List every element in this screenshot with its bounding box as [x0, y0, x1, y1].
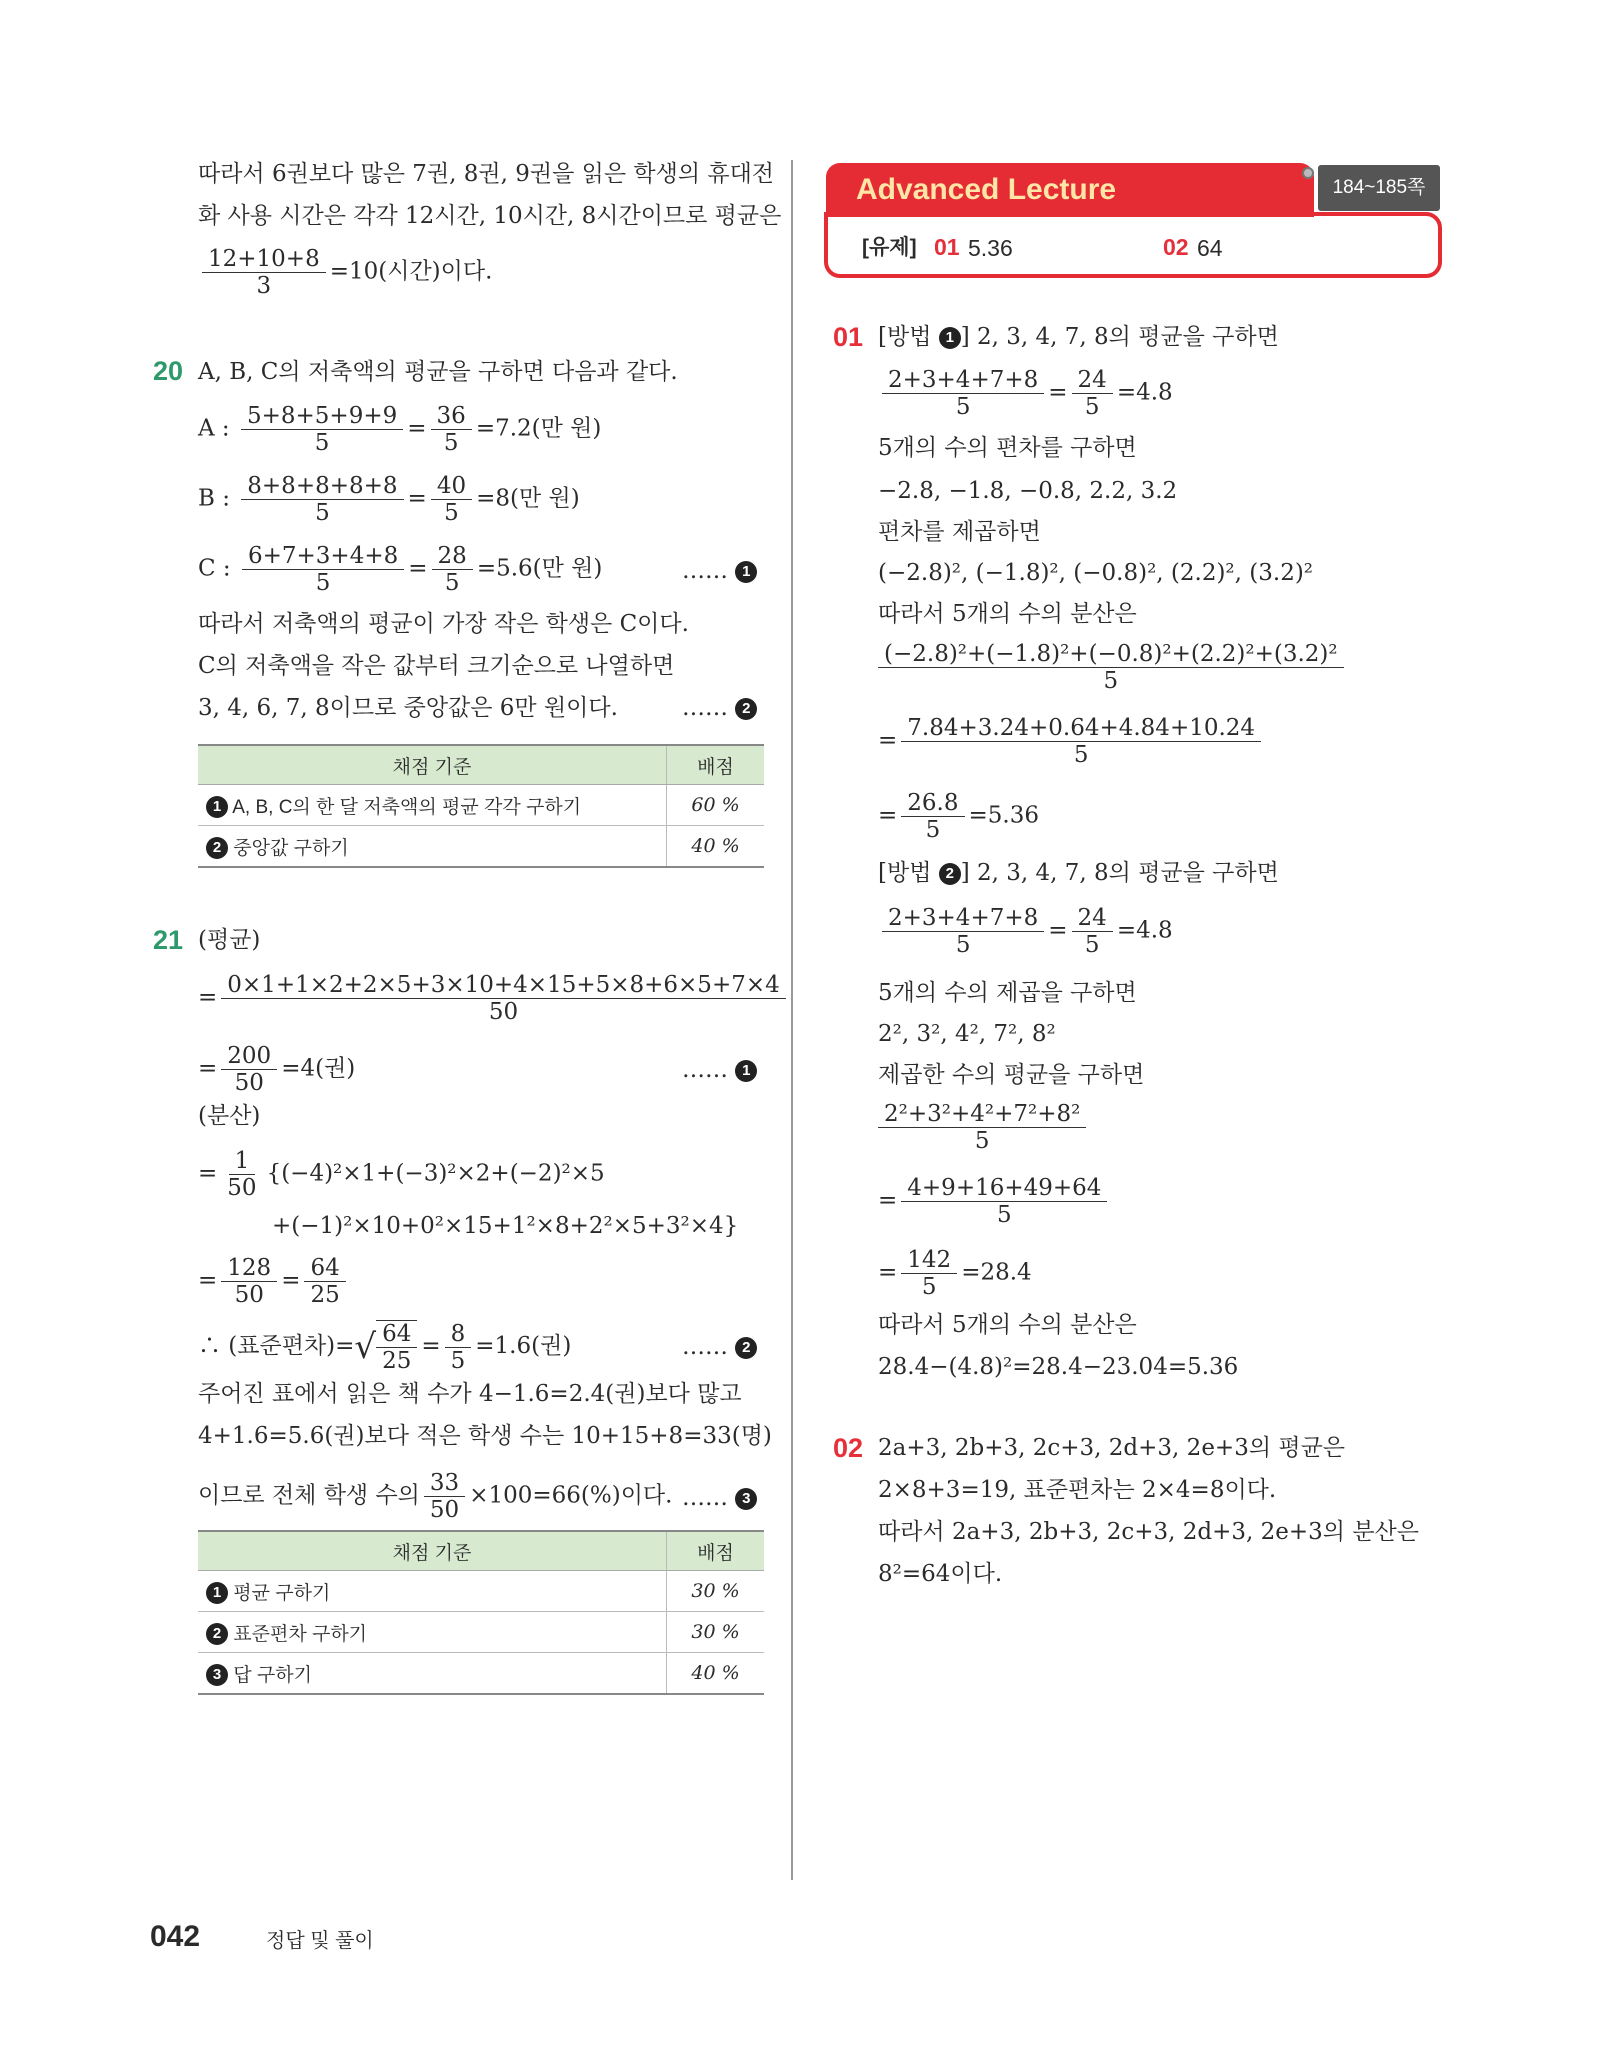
- page-number: 042: [150, 1920, 201, 1953]
- step-marker-2: …… 2: [682, 1331, 757, 1363]
- table-header-points: 배점: [667, 1531, 765, 1571]
- p21-var-formula-2: +(−1)²×10+0²×15+1²×8+2²×5+3²×4}: [272, 1213, 739, 1239]
- scoring-table-21: [198, 1530, 764, 1695]
- p20-c-line: C : $\frac{6+7+3+4+8}{5}$ = $\frac{28}{5}$ =5.6(만 원): [198, 543, 603, 596]
- p21-mean-formula: = $\frac{0\times 1+1\times 2+2\times 5+3\times 10+4\times 15+5\times 8+6\times 5+7\times 4}{50}$: [198, 972, 790, 1025]
- table-header-criteria: 채점 기준: [198, 1531, 667, 1571]
- q02-line-1: 2a+3, 2b+3, 2c+3, 2d+3, 2e+3의 평균은: [878, 1435, 1346, 1461]
- question-number-02: 02: [833, 1433, 864, 1463]
- p20-conclusion-2: C의 저축액을 작은 값부터 크기순으로 나열하면: [198, 653, 675, 679]
- variance-formula-2: = $\frac{7.84+3.24+0.64+4.84+10.24}{5}$: [878, 715, 1265, 768]
- p21-mean-label: (평균): [198, 927, 261, 953]
- p21-text-3: 이므로 전체 학생 수의 $\frac{33}{50}$ ×100=66(%)이다.: [198, 1470, 673, 1523]
- final-result: 28.4−(4.8)²=28.4−23.04=5.36: [878, 1354, 1239, 1380]
- square-mean-formula-2: = $\frac{4+9+16+49+64}{5}$: [878, 1175, 1111, 1228]
- p20-conclusion-1: 따라서 저축액의 평균이 가장 작은 학생은 C이다.: [198, 611, 689, 637]
- problem-number-20: 20: [153, 356, 184, 386]
- table-row: 1 평균 구하기 30 %: [198, 1571, 764, 1612]
- p20-b-line: B : $\frac{8+8+8+8+8}{5}$ = $\frac{40}{5}$ =8(만 원): [198, 473, 580, 526]
- advanced-lecture-title: Advanced Lecture: [826, 163, 1314, 217]
- step-marker-1: …… 1: [682, 555, 757, 587]
- p21-var-formula-1: = $\frac{1}{50}$ {(−4)²×1+(−3)²×2+(−2)²×5: [198, 1148, 605, 1201]
- p20-a-line: A : $\frac{5+8+5+9+9}{5}$ = $\frac{36}{5}$ =7.2(만 원): [198, 403, 602, 456]
- square-mean-formula-3: = $\frac{142}{5}$ =28.4: [878, 1247, 1032, 1300]
- p21-text-1: 주어진 표에서 읽은 책 수가 4−1.6=2.4(권)보다 많고: [198, 1381, 742, 1407]
- p20-conclusion-3: 3, 4, 6, 7, 8이므로 중앙값은 6만 원이다.: [198, 695, 618, 721]
- scoring-table-20: [198, 744, 764, 868]
- squares: 2², 3², 4², 7², 8²: [878, 1021, 1056, 1047]
- p21-sd-formula: ∴ (표준편차)=√ $\frac{64}{25}$ = $\frac{8}{5}$ =1.6(권): [198, 1320, 572, 1374]
- answer-a2: 64: [1197, 235, 1223, 261]
- p21-var-label: (분산): [198, 1103, 261, 1129]
- deviation-title: 5개의 수의 편차를 구하면: [878, 435, 1137, 461]
- connector-dot-icon: [1302, 167, 1314, 179]
- square-mean-title: 제곱한 수의 평균을 구하면: [878, 1062, 1145, 1088]
- square-mean-formula-1: $\frac{\text{2²+3²+4²+7²+8²}}{5}$: [878, 1101, 1090, 1154]
- variance-title: 따라서 5개의 수의 분산은: [878, 601, 1137, 627]
- table-header-criteria: 채점 기준: [198, 745, 667, 785]
- column-divider: [791, 160, 793, 1880]
- problem-number-21: 21: [153, 925, 184, 955]
- answer-q1: 01: [934, 234, 960, 260]
- square-title: 편차를 제곱하면: [878, 519, 1041, 545]
- final-title: 따라서 5개의 수의 분산은: [878, 1312, 1137, 1338]
- variance-formula-3: = $\frac{26.8}{5}$ =5.36: [878, 790, 1039, 843]
- answer-tag: [유제]: [862, 236, 917, 259]
- answer-q2: 02: [1163, 234, 1189, 260]
- deviations: −2.8, −1.8, −0.8, 2.2, 3.2: [878, 478, 1178, 504]
- q02-line-3: 따라서 2a+3, 2b+3, 2c+3, 2d+3, 2e+3의 분산은: [878, 1519, 1419, 1545]
- method-2-mean: $\frac{2+3+4+7+8}{5}$ = $\frac{24}{5}$ =4.8: [878, 905, 1173, 958]
- p21-text-2: 4+1.6=5.6(권)보다 적은 학생 수는 10+15+8=33(명): [198, 1423, 772, 1449]
- step-marker-3: …… 3: [682, 1482, 757, 1514]
- p21-var-result: = $\frac{128}{50}$ = $\frac{64}{25}$: [198, 1255, 350, 1308]
- squared-deviations: (−2.8)², (−1.8)², (−0.8)², (2.2)², (3.2)²: [878, 560, 1314, 586]
- table-row: 2 표준편차 구하기 30 %: [198, 1612, 764, 1653]
- p20-intro: A, B, C의 저축액의 평균을 구하면 다음과 같다.: [198, 359, 678, 385]
- p21-mean-result: = $\frac{200}{50}$ =4(권): [198, 1043, 356, 1096]
- q02-line-4: 8²=64이다.: [878, 1561, 1003, 1587]
- table-row: 1 A, B, C의 한 달 저축액의 평균 각각 구하기 60 %: [198, 785, 764, 826]
- page-range-badge: 184~185쪽: [1318, 165, 1440, 211]
- q02-line-2: 2×8+3=19, 표준편차는 2×4=8이다.: [878, 1477, 1277, 1503]
- question-number-01: 01: [833, 322, 864, 352]
- table-row: 2 중앙값 구하기 40 %: [198, 826, 764, 868]
- variance-formula-1: $\frac{\text{(−2.8)²+(−1.8)²+(−0.8)²+(2.2)²+(3.2)²}}{5}$: [878, 641, 1348, 694]
- intro-line-3: $\frac{12+10+8}{3}$ =10(시간)이다.: [198, 246, 492, 299]
- footer-label: 정답 및 풀이: [266, 1930, 374, 1952]
- fraction: $\frac{12+10+8}{3}$: [202, 246, 326, 299]
- step-marker-2: …… 2: [682, 692, 757, 724]
- method-1-mean: $\frac{2+3+4+7+8}{5}$ = $\frac{24}{5}$ =4.8: [878, 367, 1173, 420]
- answer-a1: 5.36: [968, 235, 1013, 261]
- table-row: 3 답 구하기 40 %: [198, 1653, 764, 1695]
- method-1-title: [방법 1 ] 2, 3, 4, 7, 8의 평균을 구하면: [878, 324, 1279, 350]
- squares-title: 5개의 수의 제곱을 구하면: [878, 980, 1137, 1006]
- step-marker-1: …… 1: [682, 1054, 757, 1086]
- table-header-points: 배점: [667, 745, 765, 785]
- method-2-title: [방법 2 ] 2, 3, 4, 7, 8의 평균을 구하면: [878, 860, 1279, 886]
- intro-line-2: 화 사용 시간은 각각 12시간, 10시간, 8시간이므로 평균은: [198, 203, 782, 229]
- intro-line-1: 따라서 6권보다 많은 7권, 8권, 9권을 읽은 학생의 휴대전: [198, 161, 775, 187]
